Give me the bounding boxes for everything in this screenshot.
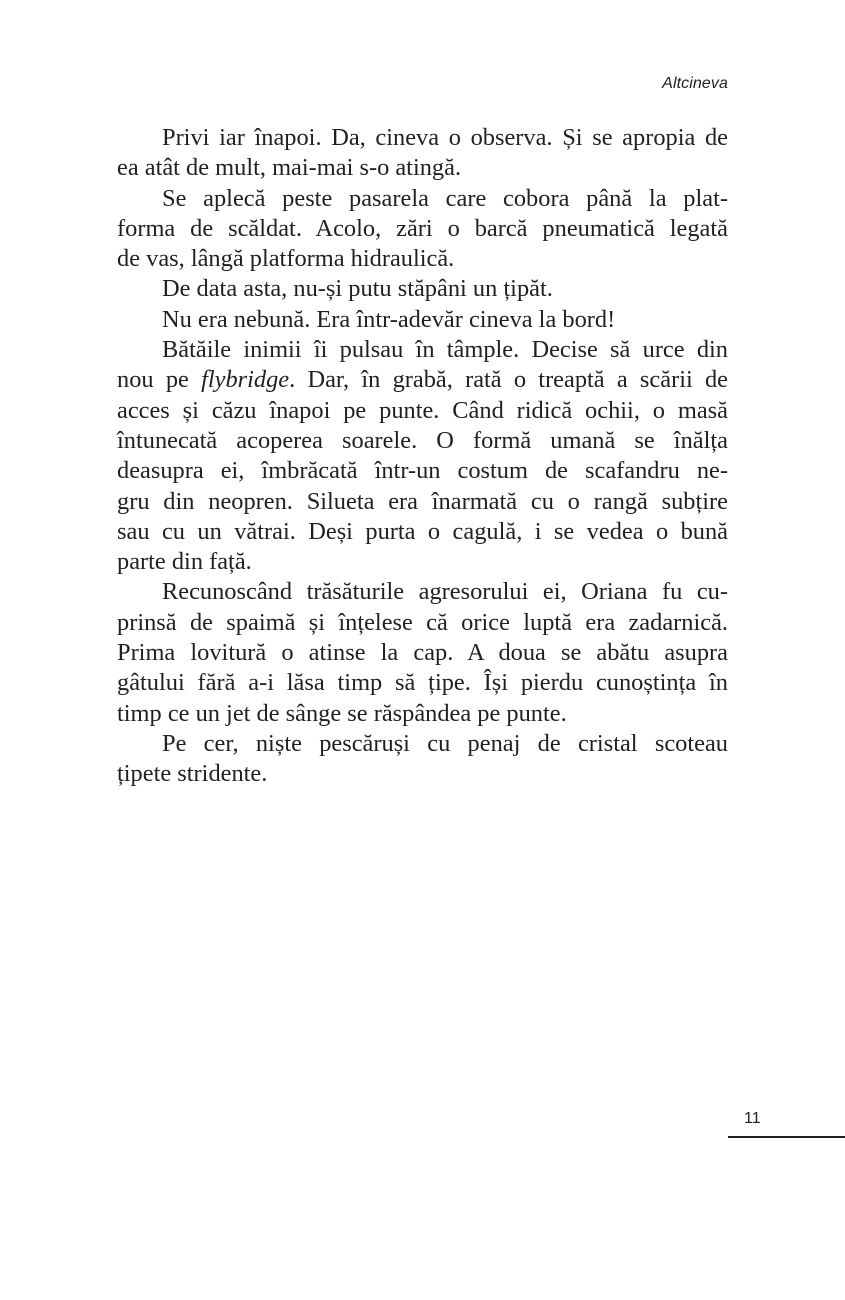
text-line: Bătăile inimii îi pulsau în tâmple. Decise să urce din xyxy=(162,336,728,364)
text-run: nou pe xyxy=(117,366,202,394)
text-line: ea atât de mult, mai-mai s-o atingă. xyxy=(117,154,462,182)
text-line: deasupra ei, îmbrăcată într-un costum de scafandru ne- xyxy=(117,457,728,485)
page-number: 11 xyxy=(744,1110,761,1127)
text-run: . Dar, în grabă, rată o treaptă a scării de xyxy=(289,366,728,394)
running-header-title: Altcineva xyxy=(662,75,728,92)
paragraph xyxy=(117,305,728,335)
text-line: prinsă de spaimă și înțelese că orice luptă era zadarnică. xyxy=(117,608,728,636)
text-line: Se aplecă peste pasarela care cobora până la plat- xyxy=(162,184,728,212)
paragraph xyxy=(117,335,728,577)
italic-term-flybridge: flybridge xyxy=(201,366,290,394)
text-line: gâtului fără a-i lăsa timp să țipe. Își pierdu cunoștința în xyxy=(117,669,728,697)
text-line: întunecată acoperea soarele. O formă umană se înălța xyxy=(117,426,728,454)
text-line: acces și căzu înapoi pe punte. Când ridică ochii, o masă xyxy=(117,396,728,424)
text-line: forma de scăldat. Acolo, zări o barcă pneumatică legată xyxy=(117,214,728,242)
text-line: sau cu un vătrai. Deși purta o cagulă, i se vedea o bună xyxy=(117,517,728,545)
text-line xyxy=(117,365,728,395)
footer-rule xyxy=(728,1136,845,1138)
paragraph xyxy=(117,184,728,275)
text-line: gru din neopren. Silueta era înarmată cu o rangă subțire xyxy=(117,487,728,515)
text-line: Privi iar înapoi. Da, cineva o observa. Și se apropia de xyxy=(162,124,728,151)
chapter-body-text xyxy=(117,123,728,790)
text-line: Pe cer, niște pescăruși cu penaj de cristal scoteau xyxy=(162,729,728,757)
text-line: Nu era nebună. Era într-adevăr cineva la bord! xyxy=(162,305,616,333)
paragraph xyxy=(117,729,728,790)
paragraph xyxy=(117,274,728,304)
text-line: Prima lovitură o atinse la cap. A doua se abătu asupra xyxy=(117,639,728,667)
text-line: Recunoscând trăsăturile agresorului ei, Oriana fu cu- xyxy=(162,578,728,606)
text-line: țipete stridente. xyxy=(117,760,268,788)
text-line: parte din față. xyxy=(117,548,252,576)
text-line: de vas, lângă platforma hidraulică. xyxy=(117,245,455,273)
paragraph xyxy=(117,577,728,728)
text-line: timp ce un jet de sânge se răspândea pe punte. xyxy=(117,699,567,727)
paragraph xyxy=(117,123,728,184)
text-line: De data asta, nu-și putu stăpâni un țipăt. xyxy=(162,275,553,303)
